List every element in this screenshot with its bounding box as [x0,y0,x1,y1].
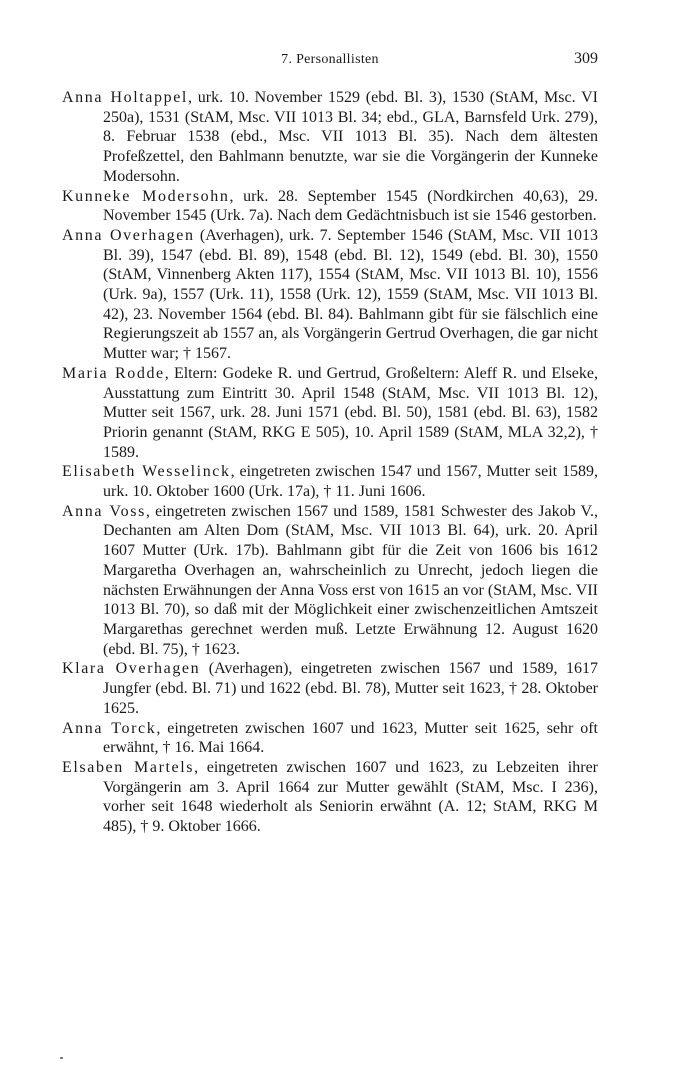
list-entry [62,659,598,718]
list-entry [62,502,598,660]
entry-text: , eingetreten zwischen 1607 und 1623, zu Lebzeiten ihrer Vorgängerin am 3. April 1664 zur Mutter gewählt (StAM, Msc. I 236), vorher seit 1648 wiederholt als Seniorin erwähnt (A. 12; StAM, RKG M 485), † 9. Oktober 1666. [103,758,598,836]
page-number: 309 [574,50,598,67]
list-entry [62,226,598,364]
running-title: 7. Personallisten [281,52,379,67]
entry-text: (Averhagen), urk. 7. September 1546 (StAM, Msc. VII 1013 Bl. 39), 1547 (ebd. Bl. 89), 1548 (ebd. Bl. 12), 1549 (ebd. Bl. 30), 1550 (StAM, Vinnenberg Akten 117), 1554 (StAM, Msc. VII 1013 Bl. 10), 1556 (Urk. 9a), 1557 (Urk. 11), 1558 (Urk. 12), 1559 (StAM, Msc. VII 1013 Bl. 42), 23. November 1564 (ebd. Bl. 84). Bahlmann gibt für sie fälschlich eine Regierungszeit ab 1557 an, als Vorgängerin Gertrud Overhagen, die gar nicht Mutter war; † 1567. [103,226,598,363]
name-list [62,88,598,837]
list-entry [62,364,598,463]
entry-name: Anna Overhagen [62,226,195,244]
entry-text: , urk. 10. November 1529 (ebd. Bl. 3), 1530 (StAM, Msc. VI 250a), 1531 (StAM, Msc. VII 1013 Bl. 34; ebd., GLA, Barnsfeld Urk. 279), 8. Februar 1538 (ebd., Msc. VII 1013 Bl. 35). Nach dem ältesten Profeßzettel, den Bahlmann benutzte, war sie die Vorgängerin der Kunneke Modersohn. [103,89,598,185]
page-header [62,50,598,72]
entry-name: Elsaben Martels [62,758,195,776]
list-entry [62,758,598,837]
list-entry [62,719,598,758]
entry-name: Kunneke Modersohn [62,187,230,205]
entry-text: , eingetreten zwischen 1547 und 1567, Mutter seit 1589, urk. 10. Oktober 1600 (Urk. 17a), † 11. Juni 1606. [103,463,599,501]
ink-speck [60,1057,63,1059]
entry-name: Klara Overhagen [62,660,201,678]
list-entry [62,88,598,187]
entry-name: Elisabeth Wesselinck [62,463,231,481]
entry-name: Maria Rodde [62,364,165,382]
entry-text: , eingetreten zwischen 1607 und 1623, Mutter seit 1625, sehr oft erwähnt, † 16. Mai 1664. [103,719,599,757]
entry-text: (Averhagen), eingetreten zwischen 1567 und 1589, 1617 Jungfer (ebd. Bl. 71) und 1622 (ebd. Bl. 78), Mutter seit 1623, † 28. Oktober 1625. [103,660,599,717]
entry-name: Anna Holtappel [62,89,188,106]
list-entry [62,462,598,501]
entry-name: Anna Torck [62,719,157,737]
entry-text: , Eltern: Godeke R. und Gertrud, Großeltern: Aleff R. und Elseke, Ausstattung zum Eintritt 30. April 1548 (StAM, Msc. VII 1013 Bl. 12), Mutter seit 1567, urk. 28. Juni 1571 (ebd. Bl. 50), 1581 (ebd. Bl. 63), 1582 Priorin genannt (StAM, RKG E 505), 10. April 1589 (StAM, MLA 32,2), † 1589. [103,364,598,461]
entry-text: , urk. 28. September 1545 (Nordkirchen 40,63), 29. November 1545 (Urk. 7a). Nach dem Gedächtnisbuch ist sie 1546 gestorben. [103,187,598,225]
entry-text: , eingetreten zwischen 1567 und 1589, 1581 Schwester des Jakob V., Dechanten am Alten Dom (StAM, Msc. VII 1013 Bl. 64), urk. 20. April 1607 Mutter (Urk. 17b). Bahlmann gibt für die Zeit von 1606 bis 1612 Margaretha Overhagen an, wahrscheinlich zu Unrecht, jedoch liegen die nächsten Erwähnungen der Anna Voss erst von 1615 an vor (StAM, Msc. VII 1013 Bl. 70), so daß mit der Möglichkeit einer zwischenzeitlichen Amtszeit Margarethas gerechnet werden muß. Letzte Erwähnung 12. August 1620 (ebd. Bl. 75), † 1623. [103,502,598,658]
list-entry [62,187,598,226]
entry-name: Anna Voss [62,502,146,520]
